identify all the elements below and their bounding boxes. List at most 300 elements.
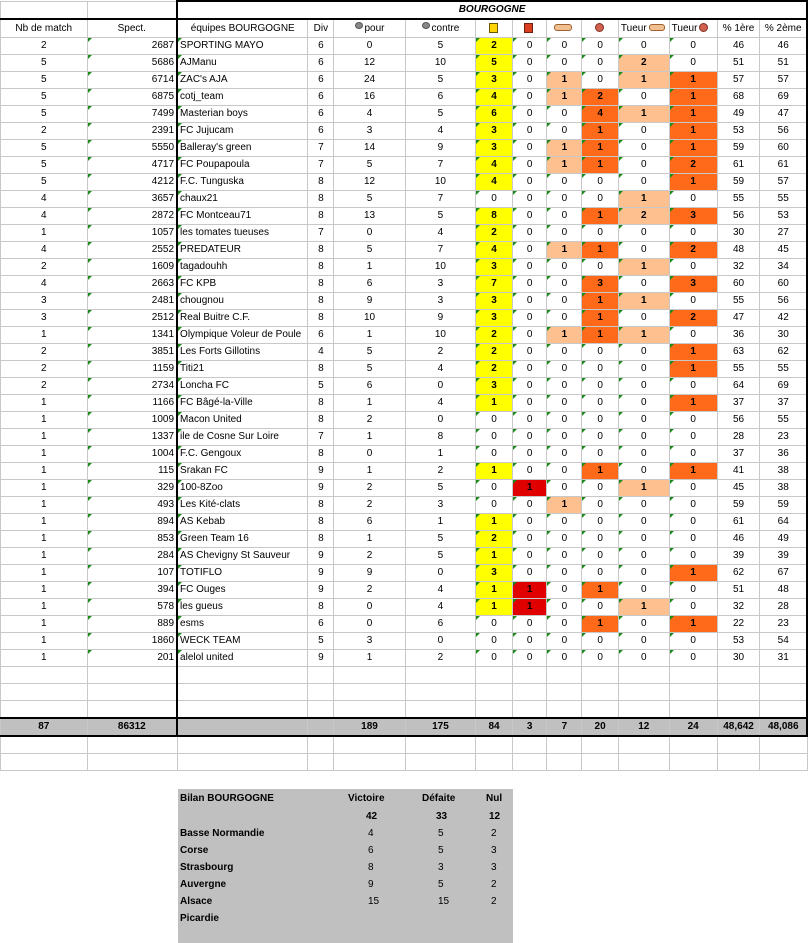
grid-cell[interactable] xyxy=(582,754,619,771)
goals-for-cell[interactable]: 13 xyxy=(334,208,405,225)
nb-match-cell[interactable]: 2 xyxy=(1,378,88,395)
yellow-cards-cell[interactable]: 3 xyxy=(476,259,513,276)
team-name-cell[interactable]: FC Bâgé-la-Ville xyxy=(177,395,308,412)
bilan-total-nul[interactable]: 12 xyxy=(489,811,501,822)
pct-1-cell[interactable]: 60 xyxy=(717,276,760,293)
goals-against-cell[interactable]: 3 xyxy=(405,497,476,514)
grid-cell[interactable] xyxy=(760,684,807,701)
grid-cell[interactable] xyxy=(512,684,547,701)
yellow-cards-cell[interactable]: 3 xyxy=(476,123,513,140)
pct-1-cell[interactable]: 51 xyxy=(717,55,760,72)
total-div-cell[interactable] xyxy=(308,718,334,736)
pct-2-cell[interactable]: 57 xyxy=(760,72,807,89)
bilan-region-name[interactable]: Auvergne xyxy=(180,879,227,890)
pct-2-cell[interactable]: 28 xyxy=(760,599,807,616)
yellow-cards-cell[interactable]: 2 xyxy=(476,327,513,344)
team-name-cell[interactable]: AS Kebab xyxy=(177,514,308,531)
goals-for-cell[interactable]: 2 xyxy=(334,412,405,429)
goals-for-cell[interactable]: 5 xyxy=(334,344,405,361)
bandage-cell[interactable]: 0 xyxy=(547,293,582,310)
pct-1-cell[interactable]: 32 xyxy=(717,259,760,276)
div-cell[interactable]: 6 xyxy=(308,89,334,106)
tueur-1-cell[interactable]: 1 xyxy=(618,191,669,208)
bilan-region-victoire[interactable]: 15 xyxy=(368,896,380,907)
injuries-cell[interactable]: 0 xyxy=(582,446,619,463)
tueur-2-cell[interactable]: 1 xyxy=(669,344,717,361)
bilan-region-name[interactable]: Alsace xyxy=(180,896,213,907)
tueur-2-cell[interactable]: 1 xyxy=(669,565,717,582)
goals-for-cell[interactable]: 5 xyxy=(334,157,405,174)
total-team-cell[interactable] xyxy=(177,718,308,736)
header-pct-2[interactable]: % 2ème xyxy=(760,19,807,38)
grid-cell[interactable] xyxy=(334,736,405,754)
grid-cell[interactable] xyxy=(717,684,760,701)
header-pct-1[interactable]: % 1ère xyxy=(717,19,760,38)
red-cards-cell[interactable]: 0 xyxy=(512,361,547,378)
header-equipes[interactable]: équipes BOURGOGNE xyxy=(177,19,308,38)
pct-2-cell[interactable]: 69 xyxy=(760,378,807,395)
goals-for-cell[interactable]: 2 xyxy=(334,548,405,565)
team-name-cell[interactable]: Balleray's green xyxy=(177,140,308,157)
tueur-1-cell[interactable]: 0 xyxy=(618,633,669,650)
tueur-2-cell[interactable]: 1 xyxy=(669,140,717,157)
tueur-1-cell[interactable]: 0 xyxy=(618,514,669,531)
nb-match-cell[interactable]: 4 xyxy=(1,276,88,293)
pct-1-cell[interactable]: 61 xyxy=(717,514,760,531)
red-cards-cell[interactable]: 0 xyxy=(512,463,547,480)
bandage-cell[interactable]: 0 xyxy=(547,565,582,582)
grid-cell[interactable] xyxy=(618,667,669,684)
tueur-2-cell[interactable]: 2 xyxy=(669,310,717,327)
nb-match-cell[interactable]: 1 xyxy=(1,514,88,531)
bandage-cell[interactable]: 0 xyxy=(547,378,582,395)
bandage-cell[interactable]: 0 xyxy=(547,106,582,123)
tueur-1-cell[interactable]: 1 xyxy=(618,293,669,310)
tueur-1-cell[interactable]: 0 xyxy=(618,361,669,378)
red-cards-cell[interactable]: 1 xyxy=(512,582,547,599)
div-cell[interactable]: 8 xyxy=(308,531,334,548)
bandage-cell[interactable]: 1 xyxy=(547,327,582,344)
tueur-1-cell[interactable]: 0 xyxy=(618,463,669,480)
yellow-cards-cell[interactable]: 3 xyxy=(476,565,513,582)
goals-against-cell[interactable]: 5 xyxy=(405,480,476,497)
nb-match-cell[interactable]: 5 xyxy=(1,89,88,106)
team-name-cell[interactable]: Olympique Voleur de Poule xyxy=(177,327,308,344)
goals-against-cell[interactable]: 10 xyxy=(405,259,476,276)
tueur-2-cell[interactable]: 0 xyxy=(669,225,717,242)
red-cards-cell[interactable]: 0 xyxy=(512,55,547,72)
grid-cell[interactable] xyxy=(618,684,669,701)
nb-match-cell[interactable]: 4 xyxy=(1,208,88,225)
bilan-total-defaite[interactable]: 33 xyxy=(436,811,448,822)
red-cards-cell[interactable]: 0 xyxy=(512,378,547,395)
grid-cell[interactable] xyxy=(669,754,717,771)
header-red-card[interactable] xyxy=(512,19,547,38)
injuries-cell[interactable]: 0 xyxy=(582,514,619,531)
grid-cell[interactable] xyxy=(547,667,582,684)
nb-match-cell[interactable]: 1 xyxy=(1,225,88,242)
tueur-2-cell[interactable]: 0 xyxy=(669,259,717,276)
bandage-cell[interactable]: 0 xyxy=(547,361,582,378)
div-cell[interactable]: 6 xyxy=(308,123,334,140)
pct-1-cell[interactable]: 30 xyxy=(717,225,760,242)
bilan-region-nul[interactable]: 2 xyxy=(491,879,497,890)
team-name-cell[interactable]: Srakan FC xyxy=(177,463,308,480)
bilan-region-victoire[interactable]: 6 xyxy=(368,845,374,856)
team-name-cell[interactable]: Les Kité-clats xyxy=(177,497,308,514)
grid-cell[interactable] xyxy=(1,754,88,771)
team-name-cell[interactable]: chougnou xyxy=(177,293,308,310)
goals-against-cell[interactable]: 2 xyxy=(405,463,476,480)
goals-against-cell[interactable]: 1 xyxy=(405,514,476,531)
nb-match-cell[interactable]: 3 xyxy=(1,310,88,327)
goals-for-cell[interactable]: 4 xyxy=(334,106,405,123)
nb-match-cell[interactable]: 1 xyxy=(1,650,88,667)
total-yellow[interactable]: 84 xyxy=(476,718,513,736)
bandage-cell[interactable]: 0 xyxy=(547,310,582,327)
tueur-1-cell[interactable]: 0 xyxy=(618,89,669,106)
grid-cell[interactable] xyxy=(717,736,760,754)
yellow-cards-cell[interactable]: 0 xyxy=(476,650,513,667)
team-name-cell[interactable]: F.C. Gengoux xyxy=(177,446,308,463)
tueur-2-cell[interactable]: 1 xyxy=(669,463,717,480)
injuries-cell[interactable]: 1 xyxy=(582,157,619,174)
team-name-cell[interactable]: Les Forts Gillotins xyxy=(177,344,308,361)
pct-2-cell[interactable]: 23 xyxy=(760,429,807,446)
bandage-cell[interactable]: 0 xyxy=(547,395,582,412)
div-cell[interactable]: 7 xyxy=(308,140,334,157)
goals-against-cell[interactable]: 4 xyxy=(405,225,476,242)
goals-against-cell[interactable]: 5 xyxy=(405,38,476,55)
spect-cell[interactable]: 2481 xyxy=(87,293,177,310)
bandage-cell[interactable]: 0 xyxy=(547,344,582,361)
div-cell[interactable]: 6 xyxy=(308,72,334,89)
injuries-cell[interactable]: 0 xyxy=(582,38,619,55)
bandage-cell[interactable]: 0 xyxy=(547,633,582,650)
spect-cell[interactable]: 1609 xyxy=(87,259,177,276)
spect-cell[interactable]: 329 xyxy=(87,480,177,497)
tueur-1-cell[interactable]: 1 xyxy=(618,72,669,89)
total-pct-1[interactable]: 48,642 xyxy=(717,718,760,736)
tueur-1-cell[interactable]: 0 xyxy=(618,650,669,667)
pct-1-cell[interactable]: 59 xyxy=(717,497,760,514)
pct-1-cell[interactable]: 51 xyxy=(717,582,760,599)
yellow-cards-cell[interactable]: 0 xyxy=(476,480,513,497)
grid-cell[interactable] xyxy=(1,701,88,719)
nb-match-cell[interactable]: 5 xyxy=(1,106,88,123)
goals-for-cell[interactable]: 1 xyxy=(334,327,405,344)
grid-cell[interactable] xyxy=(405,667,476,684)
goals-for-cell[interactable]: 6 xyxy=(334,276,405,293)
red-cards-cell[interactable]: 0 xyxy=(512,565,547,582)
injuries-cell[interactable]: 0 xyxy=(582,565,619,582)
goals-for-cell[interactable]: 9 xyxy=(334,565,405,582)
spect-cell[interactable]: 3851 xyxy=(87,344,177,361)
yellow-cards-cell[interactable]: 5 xyxy=(476,55,513,72)
total-pour[interactable]: 189 xyxy=(334,718,405,736)
spect-cell[interactable]: 107 xyxy=(87,565,177,582)
bandage-cell[interactable]: 0 xyxy=(547,616,582,633)
pct-1-cell[interactable]: 64 xyxy=(717,378,760,395)
yellow-cards-cell[interactable]: 1 xyxy=(476,514,513,531)
div-cell[interactable]: 8 xyxy=(308,293,334,310)
nb-match-cell[interactable]: 1 xyxy=(1,565,88,582)
header-injury[interactable] xyxy=(582,19,619,38)
grid-cell[interactable] xyxy=(582,736,619,754)
bandage-cell[interactable]: 0 xyxy=(547,480,582,497)
grid-cell[interactable] xyxy=(547,684,582,701)
pct-2-cell[interactable]: 61 xyxy=(760,157,807,174)
injuries-cell[interactable]: 1 xyxy=(582,140,619,157)
pct-2-cell[interactable]: 69 xyxy=(760,89,807,106)
team-name-cell[interactable]: ile de Cosne Sur Loire xyxy=(177,429,308,446)
div-cell[interactable]: 6 xyxy=(308,55,334,72)
div-cell[interactable]: 8 xyxy=(308,259,334,276)
injuries-cell[interactable]: 1 xyxy=(582,582,619,599)
yellow-cards-cell[interactable]: 0 xyxy=(476,429,513,446)
div-cell[interactable]: 8 xyxy=(308,191,334,208)
tueur-1-cell[interactable]: 0 xyxy=(618,395,669,412)
grid-cell[interactable] xyxy=(476,736,513,754)
grid-cell[interactable] xyxy=(512,736,547,754)
div-cell[interactable]: 8 xyxy=(308,446,334,463)
red-cards-cell[interactable]: 0 xyxy=(512,191,547,208)
spect-cell[interactable]: 115 xyxy=(87,463,177,480)
header-yellow-card[interactable] xyxy=(476,19,513,38)
tueur-2-cell[interactable]: 0 xyxy=(669,633,717,650)
injuries-cell[interactable]: 0 xyxy=(582,650,619,667)
tueur-1-cell[interactable]: 0 xyxy=(618,140,669,157)
injuries-cell[interactable]: 1 xyxy=(582,616,619,633)
total-red[interactable]: 3 xyxy=(512,718,547,736)
goals-for-cell[interactable]: 12 xyxy=(334,174,405,191)
total-contre[interactable]: 175 xyxy=(405,718,476,736)
total-tueur-2[interactable]: 24 xyxy=(669,718,717,736)
injuries-cell[interactable]: 0 xyxy=(582,378,619,395)
goals-against-cell[interactable]: 1 xyxy=(405,446,476,463)
red-cards-cell[interactable]: 0 xyxy=(512,344,547,361)
yellow-cards-cell[interactable]: 2 xyxy=(476,344,513,361)
tueur-1-cell[interactable]: 1 xyxy=(618,599,669,616)
grid-cell[interactable] xyxy=(334,667,405,684)
pct-2-cell[interactable]: 31 xyxy=(760,650,807,667)
nb-match-cell[interactable]: 1 xyxy=(1,599,88,616)
injuries-cell[interactable]: 0 xyxy=(582,344,619,361)
bilan-total-victoire[interactable]: 42 xyxy=(366,811,378,822)
goals-for-cell[interactable]: 5 xyxy=(334,191,405,208)
pct-2-cell[interactable]: 27 xyxy=(760,225,807,242)
pct-2-cell[interactable]: 49 xyxy=(760,531,807,548)
bandage-cell[interactable]: 1 xyxy=(547,72,582,89)
goals-against-cell[interactable]: 2 xyxy=(405,650,476,667)
yellow-cards-cell[interactable]: 4 xyxy=(476,89,513,106)
div-cell[interactable]: 8 xyxy=(308,599,334,616)
bilan-region-nul[interactable]: 3 xyxy=(491,845,497,856)
tueur-1-cell[interactable]: 0 xyxy=(618,276,669,293)
red-cards-cell[interactable]: 0 xyxy=(512,327,547,344)
goals-against-cell[interactable]: 5 xyxy=(405,531,476,548)
grid-cell[interactable] xyxy=(476,667,513,684)
nb-match-cell[interactable]: 2 xyxy=(1,361,88,378)
grid-cell[interactable] xyxy=(547,736,582,754)
tueur-2-cell[interactable]: 0 xyxy=(669,293,717,310)
nb-match-cell[interactable]: 1 xyxy=(1,429,88,446)
div-cell[interactable]: 9 xyxy=(308,582,334,599)
tueur-2-cell[interactable]: 0 xyxy=(669,429,717,446)
red-cards-cell[interactable]: 0 xyxy=(512,446,547,463)
yellow-cards-cell[interactable]: 1 xyxy=(476,582,513,599)
red-cards-cell[interactable]: 0 xyxy=(512,174,547,191)
total-pct-2[interactable]: 48,086 xyxy=(760,718,807,736)
red-cards-cell[interactable]: 0 xyxy=(512,310,547,327)
pct-1-cell[interactable]: 56 xyxy=(717,412,760,429)
goals-against-cell[interactable]: 4 xyxy=(405,582,476,599)
tueur-1-cell[interactable]: 0 xyxy=(618,174,669,191)
bandage-cell[interactable]: 0 xyxy=(547,463,582,480)
spect-cell[interactable]: 1057 xyxy=(87,225,177,242)
injuries-cell[interactable]: 0 xyxy=(582,429,619,446)
header-contre[interactable] xyxy=(405,19,476,38)
tueur-1-cell[interactable]: 0 xyxy=(618,225,669,242)
spect-cell[interactable]: 1166 xyxy=(87,395,177,412)
pct-1-cell[interactable]: 36 xyxy=(717,327,760,344)
div-cell[interactable]: 8 xyxy=(308,310,334,327)
grid-cell[interactable] xyxy=(87,736,177,754)
grid-cell[interactable] xyxy=(476,754,513,771)
pct-1-cell[interactable]: 63 xyxy=(717,344,760,361)
tueur-2-cell[interactable]: 3 xyxy=(669,276,717,293)
div-cell[interactable]: 7 xyxy=(308,429,334,446)
grid-cell[interactable] xyxy=(177,754,308,771)
team-name-cell[interactable]: Green Team 16 xyxy=(177,531,308,548)
injuries-cell[interactable]: 0 xyxy=(582,548,619,565)
spect-cell[interactable]: 2512 xyxy=(87,310,177,327)
spect-cell[interactable]: 1337 xyxy=(87,429,177,446)
grid-cell[interactable] xyxy=(669,701,717,719)
bilan-region-victoire[interactable]: 9 xyxy=(368,879,374,890)
tueur-1-cell[interactable]: 0 xyxy=(618,242,669,259)
pct-2-cell[interactable]: 59 xyxy=(760,497,807,514)
yellow-cards-cell[interactable]: 2 xyxy=(476,361,513,378)
div-cell[interactable]: 6 xyxy=(308,38,334,55)
goals-against-cell[interactable]: 0 xyxy=(405,565,476,582)
goals-against-cell[interactable]: 10 xyxy=(405,55,476,72)
header-pour[interactable] xyxy=(334,19,405,38)
grid-cell[interactable] xyxy=(760,701,807,719)
div-cell[interactable]: 7 xyxy=(308,157,334,174)
goals-against-cell[interactable]: 4 xyxy=(405,123,476,140)
div-cell[interactable]: 8 xyxy=(308,361,334,378)
div-cell[interactable]: 7 xyxy=(308,225,334,242)
injuries-cell[interactable]: 0 xyxy=(582,174,619,191)
yellow-cards-cell[interactable]: 0 xyxy=(476,616,513,633)
tueur-1-cell[interactable]: 2 xyxy=(618,208,669,225)
grid-cell[interactable] xyxy=(334,754,405,771)
div-cell[interactable]: 9 xyxy=(308,650,334,667)
nb-match-cell[interactable]: 1 xyxy=(1,497,88,514)
div-cell[interactable]: 8 xyxy=(308,497,334,514)
pct-2-cell[interactable]: 46 xyxy=(760,38,807,55)
tueur-2-cell[interactable]: 0 xyxy=(669,55,717,72)
team-name-cell[interactable]: WECK TEAM xyxy=(177,633,308,650)
pct-1-cell[interactable]: 22 xyxy=(717,616,760,633)
red-cards-cell[interactable]: 0 xyxy=(512,140,547,157)
yellow-cards-cell[interactable]: 3 xyxy=(476,378,513,395)
goals-against-cell[interactable]: 4 xyxy=(405,599,476,616)
red-cards-cell[interactable]: 0 xyxy=(512,72,547,89)
bandage-cell[interactable]: 0 xyxy=(547,55,582,72)
spect-cell[interactable]: 889 xyxy=(87,616,177,633)
red-cards-cell[interactable]: 0 xyxy=(512,157,547,174)
red-cards-cell[interactable]: 0 xyxy=(512,531,547,548)
grid-cell[interactable] xyxy=(87,754,177,771)
nb-match-cell[interactable]: 1 xyxy=(1,446,88,463)
goals-against-cell[interactable]: 4 xyxy=(405,361,476,378)
div-cell[interactable]: 9 xyxy=(308,565,334,582)
pct-1-cell[interactable]: 53 xyxy=(717,123,760,140)
nb-match-cell[interactable]: 5 xyxy=(1,72,88,89)
grid-cell[interactable] xyxy=(405,684,476,701)
div-cell[interactable]: 9 xyxy=(308,463,334,480)
pct-2-cell[interactable]: 39 xyxy=(760,548,807,565)
tueur-2-cell[interactable]: 0 xyxy=(669,378,717,395)
goals-for-cell[interactable]: 1 xyxy=(334,395,405,412)
team-name-cell[interactable]: Masterian boys xyxy=(177,106,308,123)
team-name-cell[interactable]: FC Poupapoula xyxy=(177,157,308,174)
pct-1-cell[interactable]: 61 xyxy=(717,157,760,174)
spect-cell[interactable]: 578 xyxy=(87,599,177,616)
grid-cell[interactable] xyxy=(308,754,334,771)
goals-against-cell[interactable]: 4 xyxy=(405,395,476,412)
goals-against-cell[interactable]: 3 xyxy=(405,276,476,293)
nb-match-cell[interactable]: 5 xyxy=(1,174,88,191)
pct-2-cell[interactable]: 64 xyxy=(760,514,807,531)
total-nb-match[interactable]: 87 xyxy=(1,718,88,736)
grid-cell[interactable] xyxy=(334,701,405,719)
header-spect[interactable]: Spect. xyxy=(87,19,177,38)
nb-match-cell[interactable]: 3 xyxy=(1,293,88,310)
goals-for-cell[interactable]: 1 xyxy=(334,463,405,480)
injuries-cell[interactable]: 1 xyxy=(582,327,619,344)
injuries-cell[interactable]: 0 xyxy=(582,531,619,548)
tueur-1-cell[interactable]: 0 xyxy=(618,38,669,55)
pct-2-cell[interactable]: 36 xyxy=(760,446,807,463)
nb-match-cell[interactable]: 1 xyxy=(1,531,88,548)
nb-match-cell[interactable]: 4 xyxy=(1,191,88,208)
div-cell[interactable]: 5 xyxy=(308,633,334,650)
div-cell[interactable]: 6 xyxy=(308,616,334,633)
grid-cell[interactable] xyxy=(405,736,476,754)
spect-cell[interactable]: 5686 xyxy=(87,55,177,72)
goals-against-cell[interactable]: 7 xyxy=(405,242,476,259)
grid-cell[interactable] xyxy=(582,684,619,701)
goals-for-cell[interactable]: 0 xyxy=(334,225,405,242)
pct-1-cell[interactable]: 55 xyxy=(717,361,760,378)
pct-2-cell[interactable]: 56 xyxy=(760,123,807,140)
div-cell[interactable]: 8 xyxy=(308,174,334,191)
grid-cell[interactable] xyxy=(476,684,513,701)
pct-2-cell[interactable]: 60 xyxy=(760,140,807,157)
bandage-cell[interactable]: 0 xyxy=(547,208,582,225)
nb-match-cell[interactable]: 1 xyxy=(1,327,88,344)
pct-1-cell[interactable]: 39 xyxy=(717,548,760,565)
spect-cell[interactable]: 6714 xyxy=(87,72,177,89)
tueur-1-cell[interactable]: 0 xyxy=(618,531,669,548)
tueur-2-cell[interactable]: 0 xyxy=(669,327,717,344)
red-cards-cell[interactable]: 0 xyxy=(512,650,547,667)
team-name-cell[interactable]: Macon United xyxy=(177,412,308,429)
grid-cell[interactable] xyxy=(1,736,88,754)
